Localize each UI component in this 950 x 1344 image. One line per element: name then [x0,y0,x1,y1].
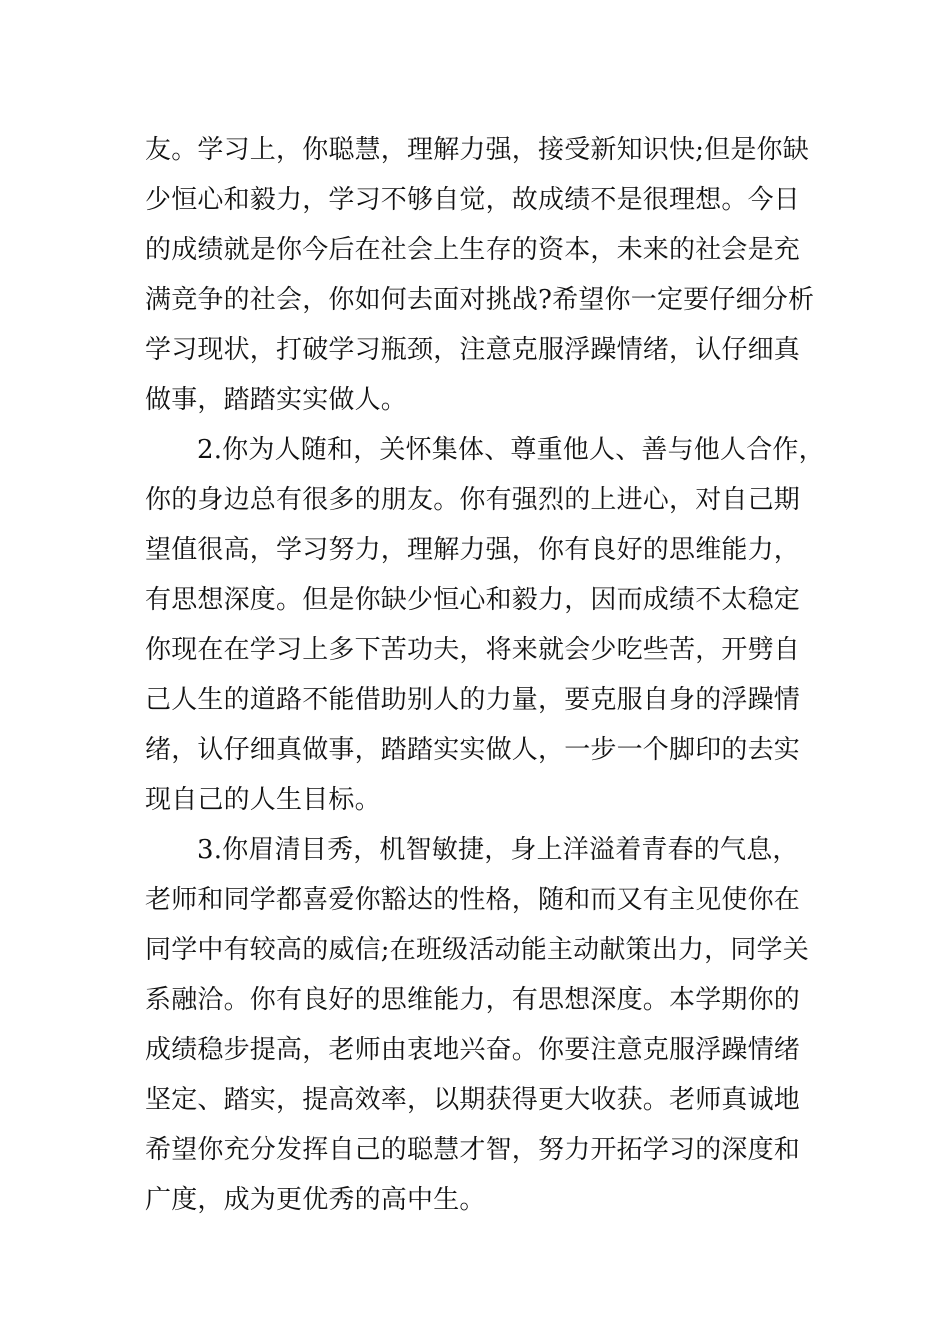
text-line: 系融洽。你有良好的思维能力，有思想深度。本学期你的 [145,985,801,1015]
text-line: 你的身边总有很多的朋友。你有强烈的上进心，对自己期 [145,485,801,515]
text-line: 有思想深度。但是你缺少恒心和毅力，因而成绩不太稳定 [145,585,801,615]
text-line: 的成绩就是你今后在社会上生存的资本，未来的社会是充 [145,235,801,265]
text-line: 友。学习上，你聪慧，理解力强，接受新知识快;但是你缺 [145,135,809,165]
text-line: 老师和同学都喜爱你豁达的性格，随和而又有主见使你在 [145,885,801,915]
text-line: 希望你充分发挥自己的聪慧才智，努力开拓学习的深度和 [145,1135,801,1165]
text-line: 广度，成为更优秀的高中生。 [145,1185,486,1215]
text-line: 做事，踏踏实实做人。 [145,385,408,415]
text-line: 学习现状，打破学习瓶颈，注意克服浮躁情绪，认仔细真 [145,335,801,365]
text-line: 满竞争的社会，你如何去面对挑战?希望你一定要仔细分析 [145,285,815,315]
text-line: 你现在在学习上多下苦功夫，将来就会少吃些苦，开劈自 [145,635,801,665]
text-line: 成绩稳步提高，老师由衷地兴奋。你要注意克服浮躁情绪 [145,1035,801,1065]
text-line: 己人生的道路不能借助别人的力量，要克服自身的浮躁情 [145,685,801,715]
paragraph-3-first-line: 3.你眉清目秀，机智敏捷，身上洋溢着青春的气息， [197,835,799,865]
text-line: 现自己的人生目标。 [145,785,381,815]
text-line: 坚定、踏实，提高效率，以期获得更大收获。老师真诚地 [145,1085,801,1115]
text-line: 绪，认仔细真做事，踏踏实实做人，一步一个脚印的去实 [145,735,801,765]
text-line: 望值很高，学习努力，理解力强，你有良好的思维能力， [145,535,801,565]
text-line: 少恒心和毅力，学习不够自觉，故成绩不是很理想。今日 [145,185,801,215]
paragraph-2-first-line: 2.你为人随和，关怀集体、尊重他人、善与他人合作， [197,435,825,465]
text-line: 同学中有较高的威信;在班级活动能主动献策出力，同学关 [145,935,809,965]
